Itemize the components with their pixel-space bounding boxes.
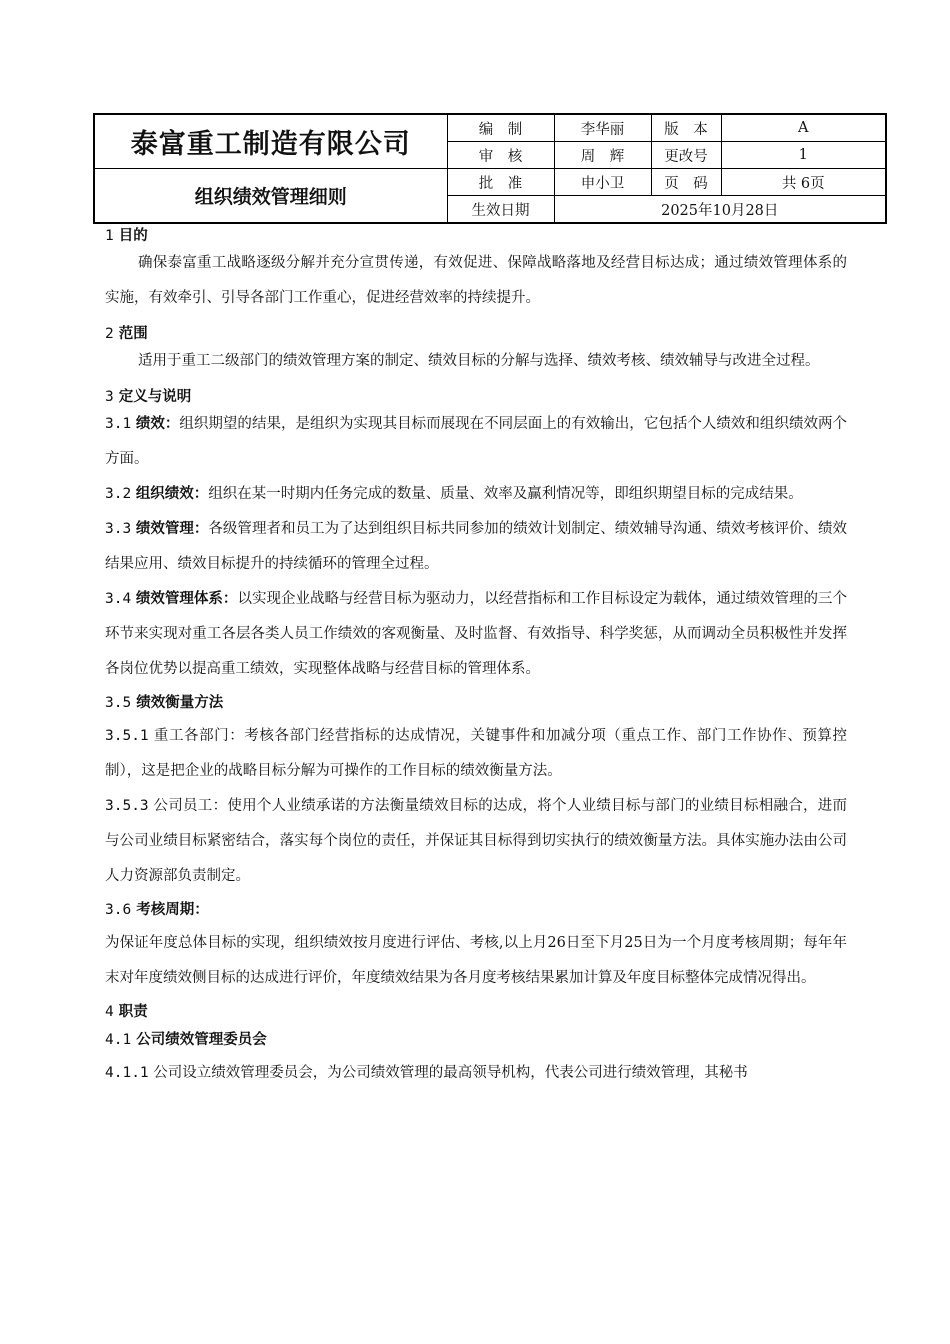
definition-performance: 3.1 绩效：组织期望的结果，是组织为实现其目标而展现在不同层面上的有效输出，它包括个人绩效和组织绩效两个方面。 xyxy=(105,416,848,467)
label-approved-by: 批 准 xyxy=(447,169,554,196)
company-name: 泰富重工制造有限公司 xyxy=(94,114,447,169)
value-approved-by: 申小卫 xyxy=(554,169,651,196)
subsection-heading-cycle: 3.6 考核周期： xyxy=(105,902,209,918)
label-reviewed-by: 审 核 xyxy=(447,142,554,169)
definition-performance-management: 3.3 绩效管理：各级管理者和员工为了达到组织目标共同参加的绩效计划制定、绩效辅导沟通、绩效考核评价、绩效结果应用、绩效目标提升的持续循环的管理全过程。 xyxy=(105,521,848,572)
section-heading-scope: 2 范围 xyxy=(105,326,148,342)
value-compiled-by: 李华丽 xyxy=(554,114,651,142)
document-body xyxy=(105,226,847,1091)
document-title: 组织绩效管理细则 xyxy=(94,169,447,224)
label-compiled-by: 编 制 xyxy=(447,114,554,142)
subsection-heading-committee: 4.1 公司绩效管理委员会 xyxy=(105,1032,267,1048)
value-effective-date: 2025年10月28日 xyxy=(554,196,886,224)
value-page-count: 共 6页 xyxy=(721,169,886,196)
section-heading-definitions: 3 定义与说明 xyxy=(105,389,192,405)
label-version: 版 本 xyxy=(651,114,721,142)
value-revision: 1 xyxy=(721,142,886,169)
subsection-heading-measurement: 3.5 绩效衡量方法 xyxy=(105,695,224,711)
measurement-employees: 3.5.3 公司员工：使用个人业绩承诺的方法衡量绩效目标的达成，将个人业绩目标与部门的业绩目标相融合，进而与公司业绩目标紧密结合，落实每个岗位的责任，并保证其目标得到切实执行的绩效衡量方法。具体实施办法由公司人力资源部负责制定。 xyxy=(105,798,848,884)
section-body-purpose: 确保泰富重工战略逐级分解并充分宣贯传递，有效促进、保障战略落地及经营目标达成；通过绩效管理体系的实施，有效牵引、引导各部门工作重心，促进经营效率的持续提升。 xyxy=(105,255,847,306)
section-body-scope: 适用于重工二级部门的绩效管理方案的制定、绩效目标的分解与选择、绩效考核、绩效辅导与改进全过程。 xyxy=(138,353,820,369)
definition-org-performance: 3.2 组织绩效：组织在某一时期内任务完成的数量、质量、效率及赢利情况等，即组织期望目标的完成结果。 xyxy=(105,486,803,502)
document-header-table xyxy=(93,113,887,224)
cycle-body: 为保证年度总体目标的实现，组织绩效按月度进行评估、考核,以上月26日至下月25日为一个月度考核周期；每年年末对年度绩效侧目标的达成进行评价，年度绩效结果为各月度考核结果累加计算及年度目标整体完成情况得出。 xyxy=(105,935,847,986)
label-page: 页 码 xyxy=(651,169,721,196)
value-version: A xyxy=(721,114,886,142)
definition-performance-system: 3.4 绩效管理体系：以实现企业战略与经营目标为驱动力，以经营指标和工作目标设定为载体，通过绩效管理的三个环节来实现对重工各层各类人员工作绩效的客观衡量、及时监督、有效指导、科学奖惩，从而调动全员积极性并发挥各岗位优势以提高重工绩效，实现整体战略与经营目标的管理体系。 xyxy=(105,591,848,677)
measurement-departments: 3.5.1 重工各部门：考核各部门经营指标的达成情况，关键事件和加减分项（重点工作、部门工作协作、预算控制），这是把企业的战略目标分解为可操作的工作目标的绩效衡量方法。 xyxy=(105,728,848,779)
section-heading-purpose: 1 目的 xyxy=(105,228,148,244)
label-revision: 更改号 xyxy=(651,142,721,169)
label-effective-date: 生效日期 xyxy=(447,196,554,224)
committee-body: 4.1.1 公司设立绩效管理委员会，为公司绩效管理的最高领导机构，代表公司进行绩效管理，其秘书 xyxy=(105,1065,748,1081)
value-reviewed-by: 周 辉 xyxy=(554,142,651,169)
section-heading-responsibilities: 4 职责 xyxy=(105,1004,148,1020)
